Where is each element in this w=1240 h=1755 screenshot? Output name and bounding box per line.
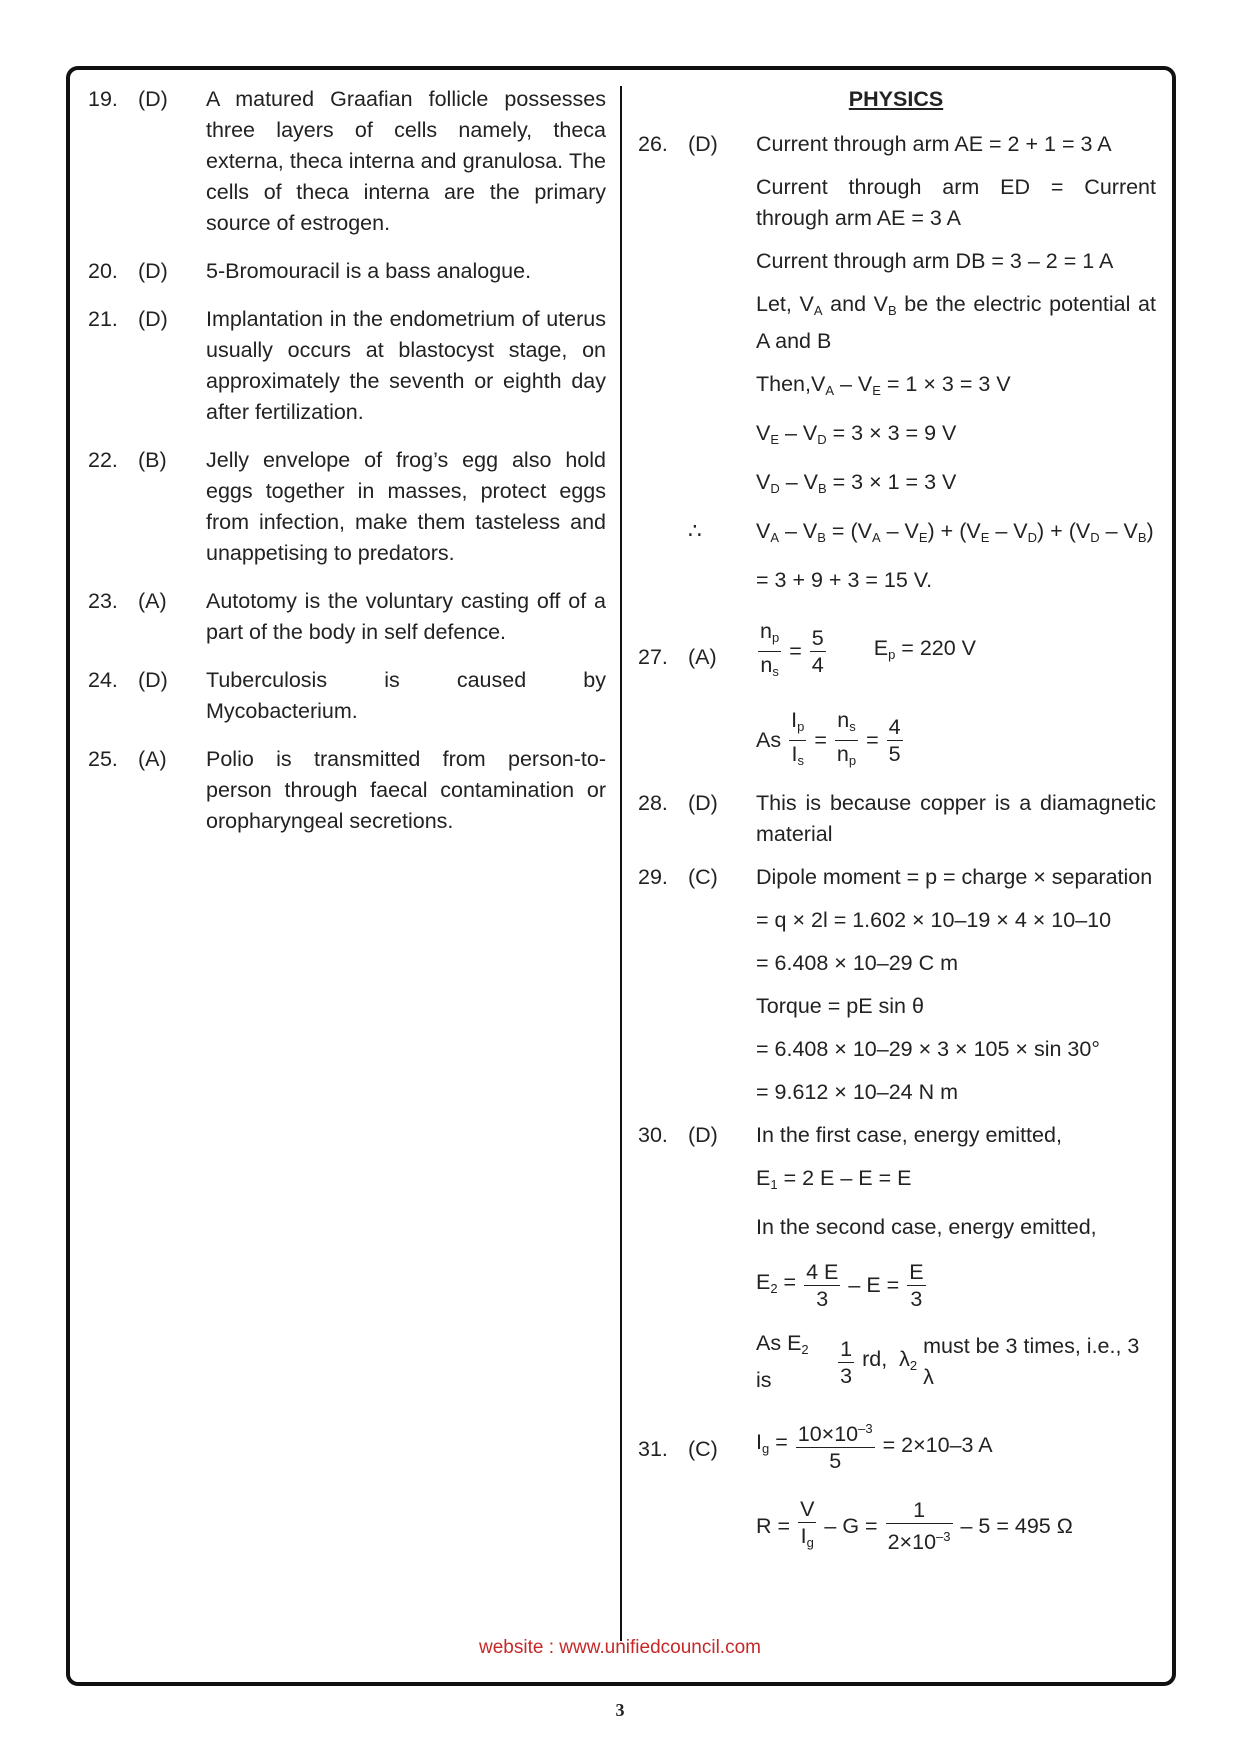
answer-option: (D): [688, 132, 718, 156]
equation-line: $E_1 = 2$ E – E = E: [756, 1166, 912, 1192]
question-number: 25.: [88, 747, 118, 771]
equation-line: = 6.408 × 10–29 × 3 × 105 × sin 30°: [756, 1037, 1100, 1061]
question-30: [636, 1120, 1156, 1396]
question-27: [636, 618, 1156, 774]
explanation: Autotomy is the voluntary casting off of a part of the body in self defence.: [206, 589, 606, 644]
answer-option: (A): [688, 645, 717, 669]
column-divider: [620, 86, 622, 1641]
explanation-line: In the second case, energy emitted,: [756, 1215, 1097, 1239]
question-25: [86, 744, 606, 837]
question-29: [636, 862, 1156, 1108]
explanation-line: Let, $V_A$ and $V_B$ be the electric potential at A and B: [756, 292, 1156, 353]
section-title: PHYSICS: [848, 87, 944, 111]
equation-line: = 6.408 × 10–29 C m: [756, 951, 959, 975]
explanation: Jelly envelope of frog’s egg also hold eggs together in masses, protect eggs from infection, make them tasteless and unappetising to predators.: [206, 448, 606, 565]
equation-line: = 3 + 9 + 3 = 15 V.: [756, 568, 933, 592]
equation-line: $Then,V_A - V_E = 1 \times 3 = 3$ V: [756, 372, 1011, 398]
answer-option: (C): [688, 1437, 718, 1461]
question-number: 26.: [638, 132, 668, 156]
equation-line: = 9.612 × 10–24 N m: [756, 1080, 959, 1104]
turns-ratio-equation: $\frac{n_p}{n_s}$ = $\frac{5}{4}$ $E_p = 220$ V: [760, 619, 977, 679]
equation-line: $V_D - V_B = 3 \times 1 = 3$ V: [756, 470, 957, 496]
page-number: 3: [615, 1700, 625, 1720]
question-21: [86, 304, 606, 428]
question-number: 22.: [88, 448, 118, 472]
question-number: 28.: [638, 791, 668, 815]
therefore-symbol: ∴: [688, 519, 702, 543]
question-28: [636, 788, 1156, 850]
equation-line: $V_E - V_D = 3 \times 3 = 9$ V: [756, 421, 957, 447]
explanation: A matured Graafian follicle possesses three layers of cells namely, theca externa, theca interna and granulosa. The cells of theca interna are the primary source of estrogen.: [206, 87, 606, 235]
explanation: Implantation in the endometrium of uterus usually occurs at blastocyst stage, on approximately the seventh or eighth day after fertilization.: [206, 307, 606, 424]
answer-option: (D): [688, 791, 718, 815]
energy-equation: $E_2$ = $\frac{4 E}{3}$ – E = $\frac{E}{3}$: [756, 1260, 924, 1311]
explanation-line: Current through arm DB = 3 – 2 = 1 A: [756, 249, 1114, 273]
question-31: [636, 1416, 1156, 1556]
question-22: [86, 445, 606, 569]
answer-option: (A): [138, 747, 167, 771]
question-number: 20.: [88, 259, 118, 283]
equation-line: = q × 2l = 1.602 × 10–19 × 4 × 10–10: [756, 908, 1112, 932]
explanation-line: Current through arm AE = 2 + 1 = 3 A: [756, 132, 1112, 156]
question-26: [636, 129, 1156, 596]
question-24: [86, 665, 606, 727]
explanation-line: Current through arm ED = Current through arm AE = 3 A: [756, 175, 1156, 230]
answer-option: (D): [138, 307, 168, 331]
question-19: [86, 84, 606, 239]
question-number: 27.: [638, 645, 668, 669]
ig-equation: $I_g$ = $\frac{10\times 10^{-3}}{5}$ = 2×10–3 A: [756, 1416, 1156, 1474]
question-number: 19.: [88, 87, 118, 111]
wavelength-statement: As $E_2$ is $\frac{1}{3}$ rd, $\lambda_2$ must be 3 times, i.e., 3 λ: [756, 1331, 1140, 1392]
explanation: Polio is transmitted from person-to-person through faecal contamination or oropharyngeal secretions.: [206, 747, 606, 833]
answer-option: (D): [138, 259, 168, 283]
resistance-equation: R = $\frac{V}{I_g}$ – G = $\frac{1}{2\times 10^{-3}}$ – 5 = 495 Ω: [756, 1497, 1073, 1554]
answer-option: (B): [138, 448, 167, 472]
answer-option: (D): [688, 1123, 718, 1147]
answer-option: (C): [688, 865, 718, 889]
left-column: [86, 84, 606, 854]
equation-line: Torque = pE sin θ: [756, 994, 924, 1018]
question-20: [86, 256, 606, 287]
explanation: 5-Bromouracil is a bass analogue.: [206, 259, 532, 283]
equation-line: ∴ $V_A - V_B = (V_A - V_E) + (V_E - V_D) + (V_D - V_B)$: [756, 516, 1156, 553]
question-number: 30.: [638, 1123, 668, 1147]
explanation-line: This is because copper is a diamagnetic material: [756, 791, 1156, 846]
question-number: 31.: [638, 1437, 668, 1461]
current-ratio-equation: As $\frac{I_p}{I_s}$ = $\frac{n_s}{n_p}$ = $\frac{4}{5}$: [756, 708, 901, 768]
question-23: [86, 586, 606, 648]
explanation-line: In the first case, energy emitted,: [756, 1123, 1062, 1147]
answer-option: (D): [138, 668, 168, 692]
question-number: 23.: [88, 589, 118, 613]
right-column: [636, 84, 1156, 1570]
answer-option: (D): [138, 87, 168, 111]
question-number: 29.: [638, 865, 668, 889]
question-number: 24.: [88, 668, 118, 692]
question-number: 21.: [88, 307, 118, 331]
explanation-line: Dipole moment = p = charge × separation: [756, 865, 1153, 889]
website-footer: website : www.unifiedcouncil.com: [479, 1637, 761, 1658]
answer-option: (A): [138, 589, 167, 613]
explanation: Tuberculosis is caused by Mycobacterium.: [206, 668, 606, 723]
